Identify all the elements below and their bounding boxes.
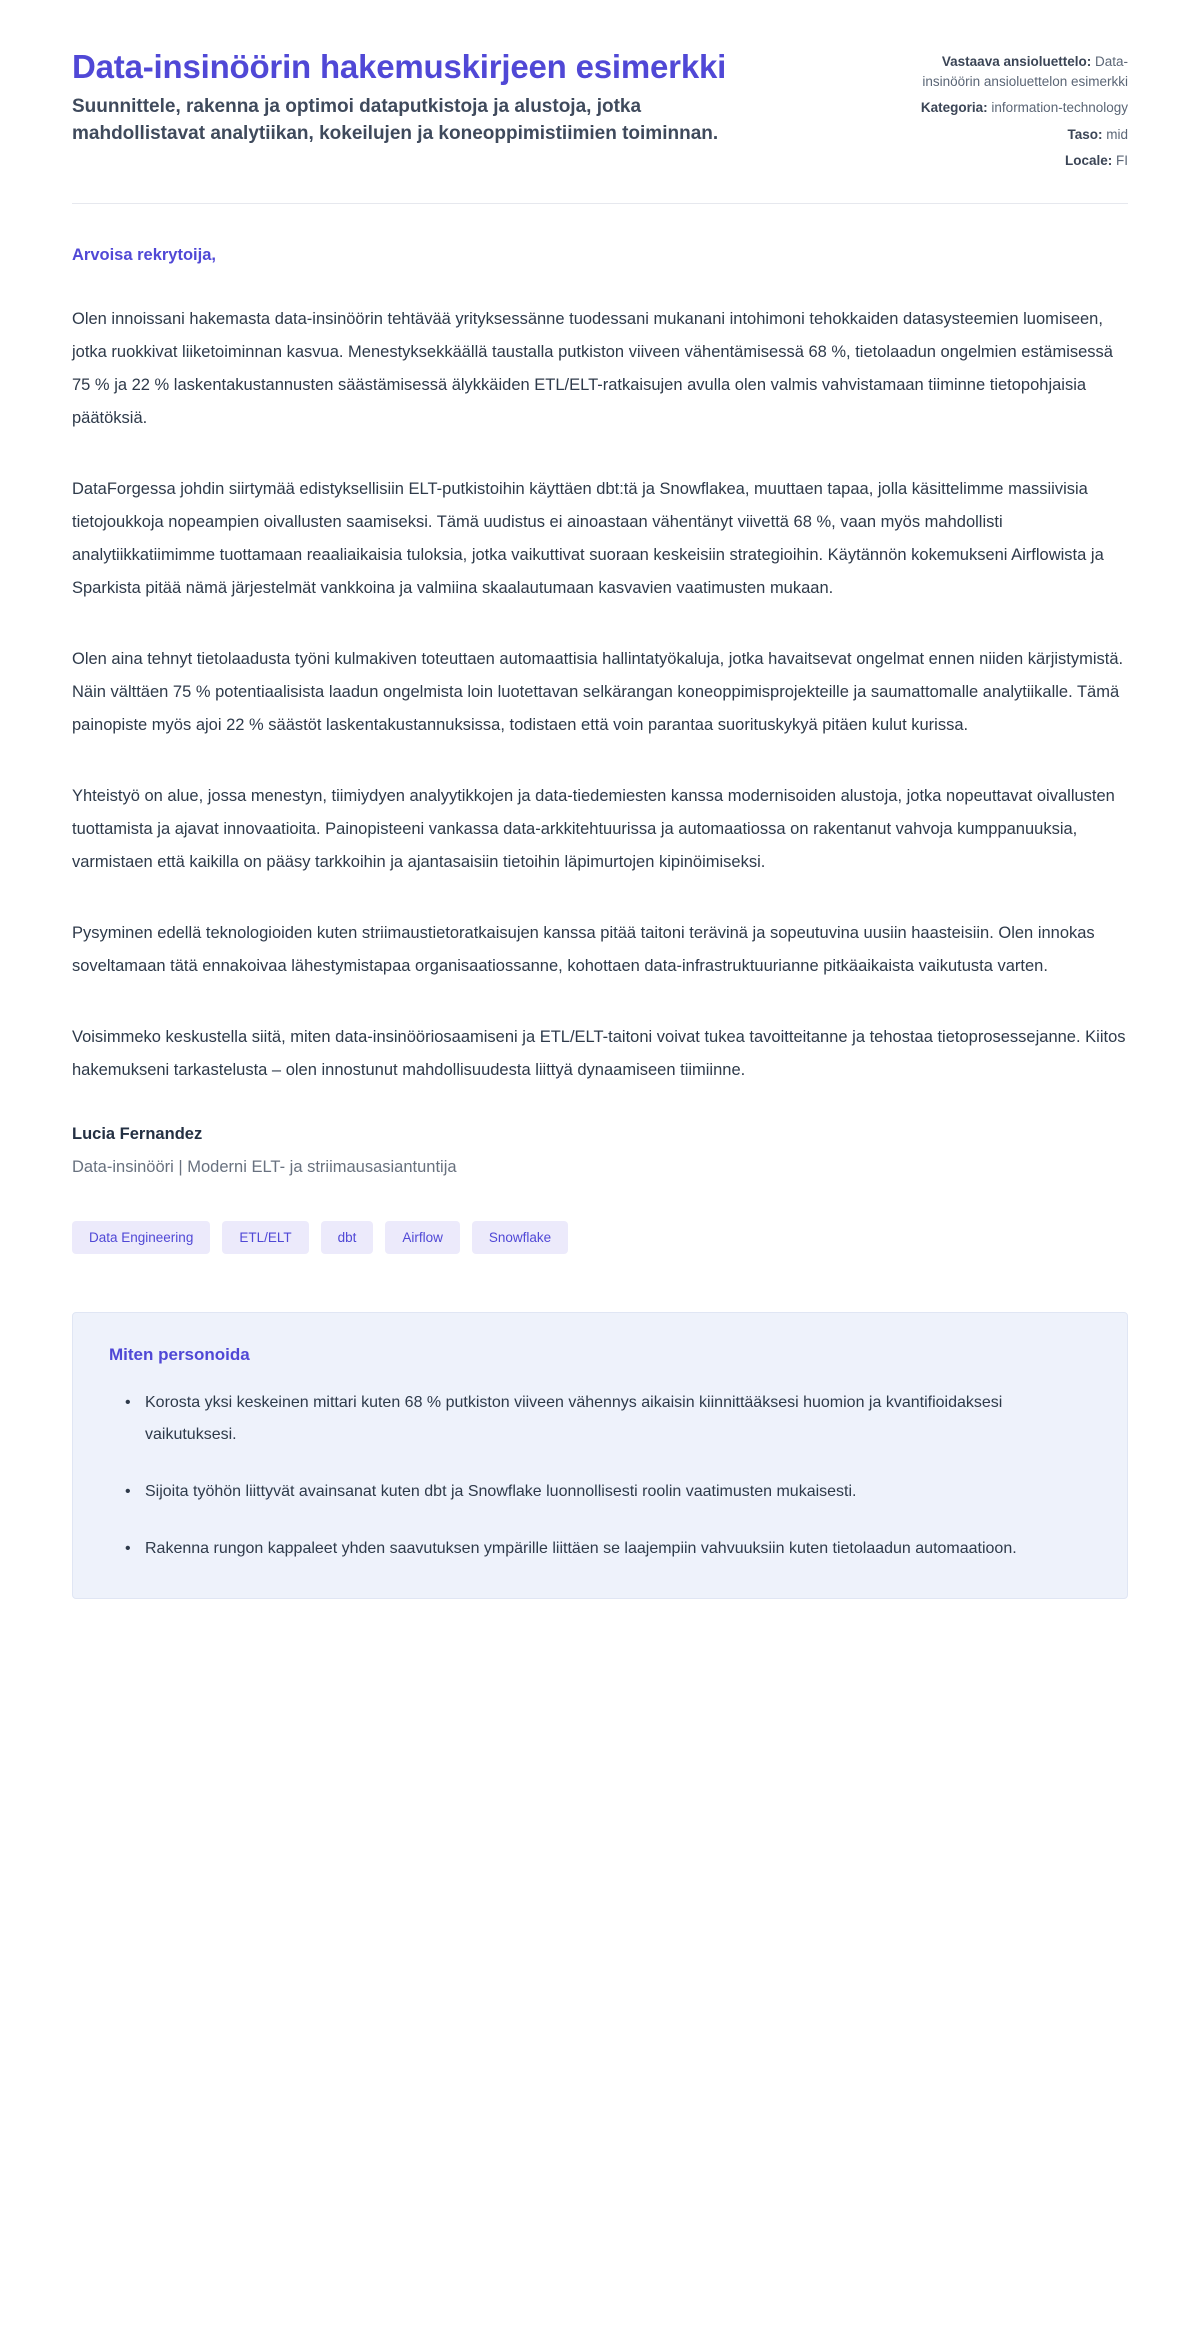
letter-paragraph: DataForgessa johdin siirtymää edistyksellisiin ELT-putkistoihin käyttäen dbt:tä ja Snowflakea, muuttaen tapaa, jolla käsittelimme massiivisia tietojoukkoja nopeampien oivallusten saamiseksi. Tämä uudistus ei ainoastaan vähentänyt viivettä 68 %, vaan myös mahdollisti analytiikkatiimimme tuottamaan reaaliaikaisia tuloksia, jotka vaikuttivat suoraan keskeisiin strategioihin. Käytännön kokemukseni Airflowista ja Sparkista pitää nämä järjestelmät vankkoina ja valmiina skaalautumaan kasvavien vaatimusten mukaan.	[72, 479, 1104, 597]
cover-letter-body	[72, 204, 1128, 1177]
meta-label-level: Taso:	[1067, 126, 1103, 142]
salutation: Arvoisa rekrytoija,	[72, 245, 216, 264]
meta-value-category: information-technology	[991, 100, 1128, 116]
callout-tip-item: • Korosta yksi keskeinen mittari kuten 68 % putkiston viiveen vähennys aikaisin kiinnittääksesi huomion ja kvantifioidaksesi vaikutuksesi.	[131, 1387, 1025, 1449]
header-metadata	[913, 46, 1128, 171]
page-title: Data-insinöörin hakemuskirjeen esimerkki	[72, 48, 727, 85]
signature-block	[72, 1125, 1128, 1177]
meta-row-locale	[913, 151, 1128, 171]
personalization-tips-callout	[72, 1312, 1128, 1599]
signature-name: Lucia Fernandez	[72, 1124, 203, 1143]
meta-label-related-resume: Vastaava ansioluettelo:	[941, 54, 1092, 69]
tag-chip[interactable]: Airflow	[385, 1221, 460, 1255]
header-title-block	[72, 46, 752, 148]
tag-chip[interactable]: Data Engineering	[72, 1221, 210, 1255]
meta-row-level	[913, 125, 1128, 145]
tag-list	[72, 1221, 1128, 1255]
letter-paragraph: Voisimmeko keskustella siitä, miten data-insinööriosaamiseni ja ETL/ELT-taitoni voivat tukea tavoitteitanne ja tehostaa tietoprosessejanne. Kiitos hakemukseni tarkastelusta – olen innostunut mahdollisuudesta liittyä dynaamiseen tiimiinne.	[72, 1027, 1126, 1079]
page-subtitle: Suunnittele, rakenna ja optimoi dataputkistoja ja alustoja, jotka mahdollistavat analytiikan, kokeilujen ja koneoppimistiimien toiminnan.	[72, 96, 719, 145]
meta-value-level: mid	[1106, 126, 1128, 142]
tag-chip[interactable]: ETL/ELT	[222, 1221, 308, 1255]
callout-tip-item: • Sijoita työhön liittyvät avainsanat kuten dbt ja Snowflake luonnollisesti roolin vaatimusten mukaisesti.	[131, 1476, 1025, 1507]
tag-chip[interactable]: Snowflake	[472, 1221, 568, 1255]
meta-row-related-resume	[913, 52, 1128, 91]
meta-label-locale: Locale:	[1064, 153, 1113, 169]
tag-chip[interactable]: dbt	[321, 1221, 374, 1255]
page-header	[72, 38, 1128, 171]
callout-tip-list	[109, 1387, 1091, 1564]
meta-row-category	[913, 98, 1128, 118]
meta-value-related-resume: Data-insinöörin ansioluettelon esimerkki	[922, 54, 1128, 89]
callout-tip-item: • Rakenna rungon kappaleet yhden saavutuksen ympärille liittäen se laajempiin vahvuuksiin kuten tietolaadun automaatioon.	[131, 1533, 1025, 1564]
letter-paragraph: Olen innoissani hakemasta data-insinöörin tehtävää yrityksessänne tuodessani mukanani intohimoni tehokkaiden datasysteemien luomiseen, jotka ruokkivat liiketoiminnan kasvua. Menestyksekkäällä taustalla putkiston viiveen vähentämisessä 68 %, tietolaadun ongelmien estämisessä 75 % ja 22 % laskentakustannusten säästämisessä älykkäiden ETL/ELT-ratkaisujen avulla olen valmis vahvistamaan tiiminne tietopohjaisia päätöksiä.	[72, 309, 1113, 427]
meta-label-category: Kategoria:	[920, 100, 988, 116]
callout-title: Miten personoida	[109, 1345, 250, 1365]
signature-role: Data-insinööri | Moderni ELT- ja striimausasiantuntija	[72, 1157, 457, 1176]
meta-value-locale: FI	[1116, 153, 1128, 169]
letter-paragraph: Pysyminen edellä teknologioiden kuten striimaustietoratkaisujen kanssa pitää taitoni terävinä ja sopeutuvina uusiin haasteisiin. Olen innokas soveltamaan tätä ennakoivaa lähestymistapaa organisaatiossanne, kohottaen data-infrastruktuurianne pitkäaikaista vaikutusta varten.	[72, 923, 1095, 975]
letter-paragraph: Olen aina tehnyt tietolaadusta työni kulmakiven toteuttaen automaattisia hallintatyökaluja, jotka havaitsevat ongelmat ennen niiden kärjistymistä. Näin välttäen 75 % potentiaalisista laadun ongelmista loin luotettavan selkärangan koneoppimisprojekteille ja saumattomalle analytiikalle. Tämä painopiste myös ajoi 22 % säästöt laskentakustannuksissa, todistaen että voin parantaa suorituskykyä pitäen kulut kurissa.	[72, 649, 1124, 734]
letter-paragraph: Yhteistyö on alue, jossa menestyn, tiimiydyen analyytikkojen ja data-tiedemiesten kanssa modernisoiden alustoja, jotka nopeuttavat oivallusten tuottamista ja ajavat innovaatioita. Painopisteeni vankassa data-arkkitehtuurissa ja automaatiossa on rakentanut vahvoja kumppanuuksia, varmistaen että kaikilla on pääsy tarkkoihin ja ajantasaisiin tietoihin läpimurtojen kipinöimiseksi.	[72, 786, 1115, 871]
